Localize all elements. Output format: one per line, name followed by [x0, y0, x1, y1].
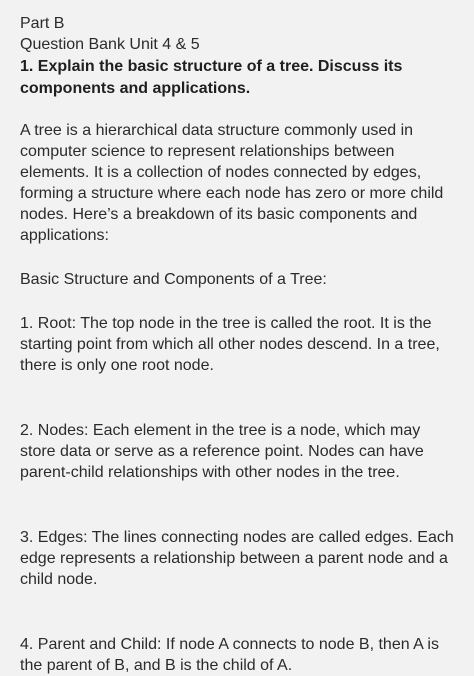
nodes-line-1: 2. Nodes: Each element in the tree is a node, which may: [20, 422, 421, 439]
intro-line-5: nodes. Here’s a breakdown of its basic components and: [20, 206, 418, 223]
question-bank-title: Question Bank Unit 4 & 5: [20, 36, 200, 53]
parent-child-line-2: the parent of B, and B is the child of A.: [20, 657, 293, 674]
root-line-2: starting point from which all other nodes descend. In a tree,: [20, 336, 440, 353]
part-label: Part B: [20, 15, 65, 32]
edges-line-2: edge represents a relationship between a parent node and a: [20, 550, 448, 567]
intro-line-1: A tree is a hierarchical data structure commonly used in: [20, 122, 414, 139]
intro-line-2: computer science to represent relationships between: [20, 143, 395, 160]
question-heading-line-2: components and applications.: [20, 80, 251, 97]
question-heading-line-1: 1. Explain the basic structure of a tree. Discuss its: [20, 58, 403, 75]
edges-line-1: 3. Edges: The lines connecting nodes are called edges. Each: [20, 529, 454, 546]
intro-line-6: applications:: [20, 227, 109, 244]
root-line-1: 1. Root: The top node in the tree is called the root. It is the: [20, 315, 432, 332]
edges-line-3: child node.: [20, 571, 98, 588]
nodes-line-2: store data or serve as a reference point. Nodes can have: [20, 443, 424, 460]
root-line-3: there is only one root node.: [20, 357, 214, 374]
intro-line-4: forming a structure where each node has zero or more child: [20, 185, 444, 202]
section-heading: Basic Structure and Components of a Tree:: [20, 271, 327, 288]
nodes-line-3: parent-child relationships with other nodes in the tree.: [20, 464, 400, 481]
parent-child-line-1: 4. Parent and Child: If node A connects to node B, then A is: [20, 636, 439, 653]
intro-line-3: elements. It is a collection of nodes connected by edges,: [20, 164, 422, 181]
